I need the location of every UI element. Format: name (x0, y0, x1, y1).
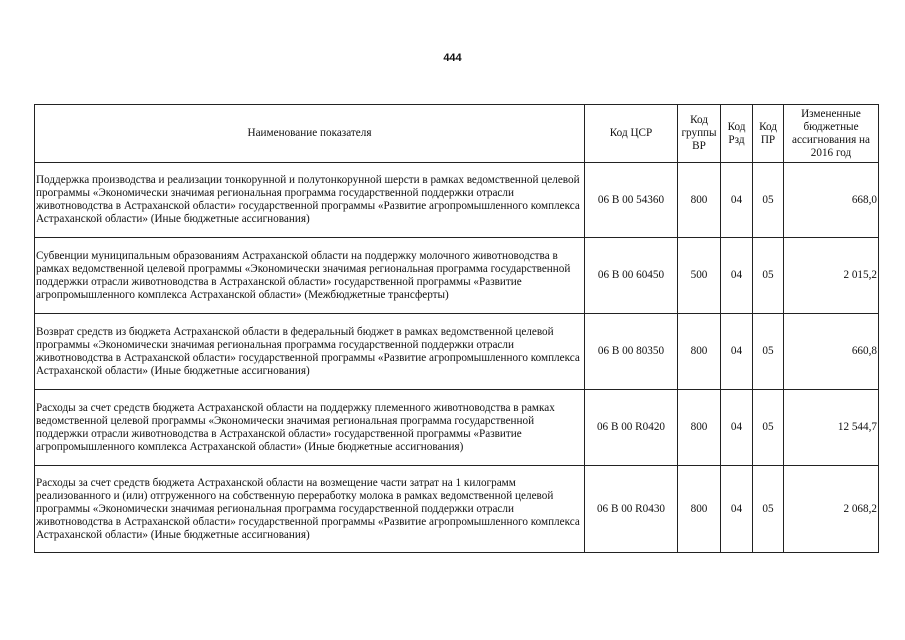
cell-amount: 12 544,7 (784, 390, 879, 466)
cell-name: Субвенции муниципальным образованиям Астраханской области на поддержку молочного животноводства в рамках ведомственной целевой программы «Экономически значимая региональная программа государственной поддержки отрасли животноводства в Астраханской области» государственной программы «Развитие агропромышленного комплекса Астраханской области» (Межбюджетные трансферты) (35, 238, 585, 314)
header-vr: Код группы ВР (678, 105, 721, 163)
cell-vr: 800 (678, 390, 721, 466)
cell-pr: 05 (753, 390, 784, 466)
table-row (35, 163, 879, 238)
cell-amount: 660,8 (784, 314, 879, 390)
cell-vr: 800 (678, 314, 721, 390)
cell-csr: 06 В 00 80350 (585, 314, 678, 390)
header-name: Наименование показателя (35, 105, 585, 163)
cell-csr: 06 В 00 60450 (585, 238, 678, 314)
cell-amount: 668,0 (784, 163, 879, 238)
cell-pr: 05 (753, 314, 784, 390)
table-row (35, 390, 879, 466)
cell-rzd: 04 (721, 238, 753, 314)
cell-csr: 06 В 00 R0420 (585, 390, 678, 466)
cell-rzd: 04 (721, 314, 753, 390)
header-rzd: Код Рзд (721, 105, 753, 163)
cell-amount: 2 068,2 (784, 466, 879, 553)
cell-csr: 06 В 00 54360 (585, 163, 678, 238)
cell-csr: 06 В 00 R0430 (585, 466, 678, 553)
page-number: 444 (443, 52, 462, 64)
cell-rzd: 04 (721, 390, 753, 466)
cell-pr: 05 (753, 466, 784, 553)
table-row (35, 238, 879, 314)
cell-pr: 05 (753, 238, 784, 314)
cell-rzd: 04 (721, 163, 753, 238)
header-pr: Код ПР (753, 105, 784, 163)
cell-name: Поддержка производства и реализации тонкорунной и полутонкорунной шерсти в рамках ведомственной целевой программы «Экономически значимая региональная программа государственной поддержки отрасли животноводства в Астраханской области» государственной программы «Развитие агропромышленного комплекса Астраханской области» (Иные бюджетные ассигнования) (35, 163, 585, 238)
cell-amount: 2 015,2 (784, 238, 879, 314)
cell-rzd: 04 (721, 466, 753, 553)
cell-vr: 500 (678, 238, 721, 314)
header-amount: Измененные бюджетные ассигнования на 2016 год (784, 105, 879, 163)
cell-name: Возврат средств из бюджета Астраханской области в федеральный бюджет в рамках ведомственной целевой программы «Экономически значимая региональная программа государственной поддержки отрасли животноводства в Астраханской области» государственной программы «Развитие агропромышленного комплекса Астраханской области» (Иные бюджетные ассигнования) (35, 314, 585, 390)
cell-vr: 800 (678, 466, 721, 553)
table-header-row (35, 105, 879, 163)
table-row (35, 466, 879, 553)
table-row (35, 314, 879, 390)
budget-table (34, 104, 879, 553)
cell-pr: 05 (753, 163, 784, 238)
cell-name: Расходы за счет средств бюджета Астраханской области на поддержку племенного животноводства в рамках ведомственной целевой программы «Экономически значимая региональная программа государственной поддержки отрасли животноводства в Астраханской области» государственной программы «Развитие агропромышленного комплекса Астраханской области» (Иные бюджетные ассигнования) (35, 390, 585, 466)
cell-name: Расходы за счет средств бюджета Астраханской области на возмещение части затрат на 1 килограмм реализованного и (или) отгруженного на собственную переработку молока в рамках ведомственной целевой программы «Экономически значимая региональная программа государственной поддержки отрасли животноводства в Астраханской области» государственной программы «Развитие агропромышленного комплекса Астраханской области» (Иные бюджетные ассигнования) (35, 466, 585, 553)
header-csr: Код ЦСР (585, 105, 678, 163)
cell-vr: 800 (678, 163, 721, 238)
